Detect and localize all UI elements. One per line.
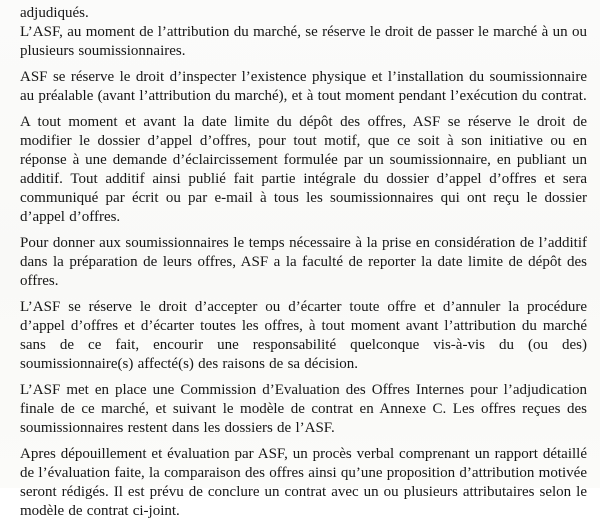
paragraph-depouillement: Apres dépouillement et évaluation par ASF, un procès verbal comprenant un rapport détaillé de l’évaluation faite, la comparaison des offres ainsi qu’une proposition d’attribution motivée seront rédigés. Il est prévu de conclure un contrat avec un ou plusieurs attributaires selon le modèle de contrat ci-joint. [20,446,587,519]
paragraph-droit-inspecter: ASF se réserve le droit d’inspecter l’existence physique et l’installation du soumissionnaire au préalable (avant l’attribution du marché), et à tout moment pendant l’exécution du contrat. [20,69,587,104]
paragraph-reporter-date: Pour donner aux soumissionnaires le temps nécessaire à la prise en considération de l’additif dans la préparation de leurs offres, ASF a la faculté de reporter la date limite de dépôt des offres. [20,235,587,289]
paragraph-modifier-dossier: A tout moment et avant la date limite du dépôt des offres, ASF se réserve le droit de modifier le dossier d’appel d’offres, pour tout motif, que ce soit à son initiative ou en réponse à une demande d’éclaircissement formulée par un soumissionnaire, en publiant un additif. Tout additif ainsi publié fait partie intégrale du dossier d’appel d’offres et sera communiqué par écrit ou par e-mail à tous les soumissionnaires qui ont reçu le dossier d’appel d’offres. [20,114,587,225]
paragraph-fragment-adjudiques: adjudiqués. [20,5,89,21]
paragraph-attribution-marche: L’ASF, au moment de l’attribution du marché, se réserve le droit de passer le marché à un ou plusieurs soumissionnaires. [20,24,587,59]
paragraph-commission-evaluation: L’ASF met en place une Commission d’Evaluation des Offres Internes pour l’adjudication finale de ce marché, et suivant le modèle de contrat en Annexe C. Les offres reçues des soumissionnaires restent dans les dossiers de l’ASF. [20,382,587,436]
paragraph-accepter-ecarter: L’ASF se réserve le droit d’accepter ou d’écarter toute offre et d’annuler la procédure d’appel d’offres et d’écarter toutes les offres, à tout moment avant l’attribution du marché sans de ce fait, encourir une responsabilité quelconque vis-à-vis du (ou des) soumissionnaire(s) affecté(s) des raisons de sa décision. [20,299,587,372]
